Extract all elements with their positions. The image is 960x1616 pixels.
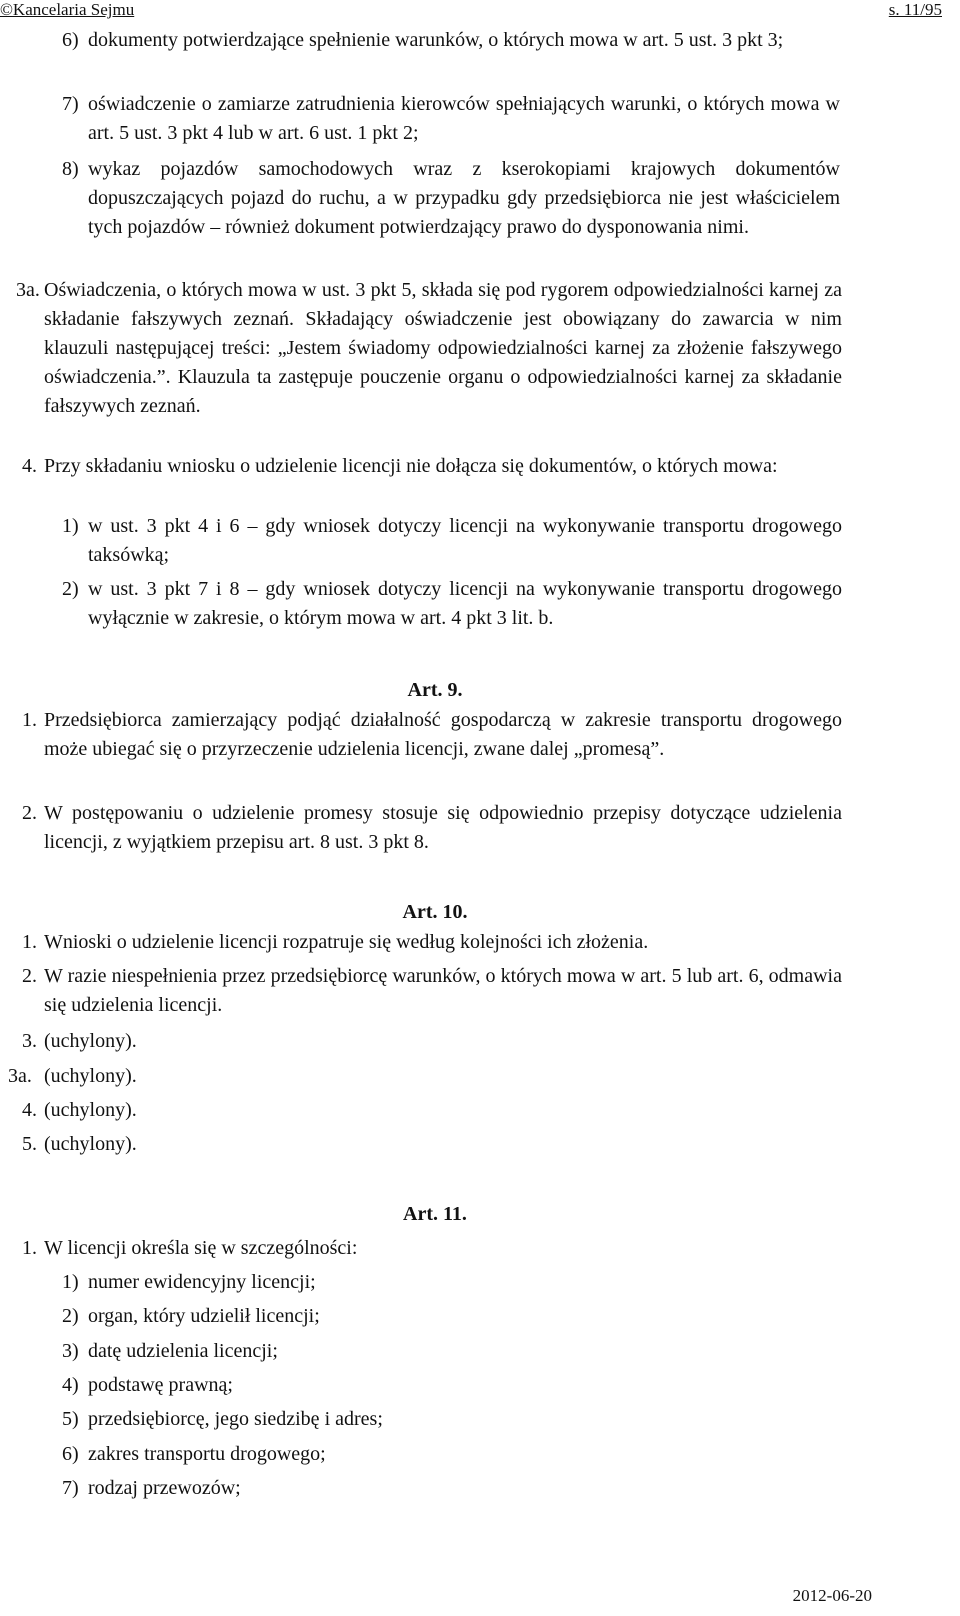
article-paragraph: 3. (uchylony). bbox=[22, 1030, 137, 1052]
list-item: 1) numer ewidencyjny licencji; bbox=[62, 1271, 316, 1293]
article-paragraph: 3a. (uchylony). bbox=[8, 1065, 137, 1087]
list-item: 4) podstawę prawną; bbox=[62, 1374, 233, 1396]
article-title: Art. 10. bbox=[402, 901, 468, 923]
article-paragraph: 4. (uchylony). bbox=[22, 1099, 137, 1121]
article-paragraph: 1. Wnioski o udzielenie licencji rozpatruje się według kolejności ich złożenia. bbox=[22, 931, 649, 953]
list-item: 7) rodzaj przewozów; bbox=[62, 1477, 241, 1499]
article-title: Art. 9. bbox=[407, 679, 463, 701]
list-item: 5) przedsiębiorcę, jego siedzibę i adres; bbox=[62, 1408, 383, 1430]
footer-date: 2012-06-20 bbox=[792, 1586, 872, 1605]
article-paragraph: 2. W postępowaniu o udzielenie promesy stosuje się odpowiednio przepisy dotyczące udzielenia licencji, z wyjątkiem przepisu art. 8 ust. 3 pkt 8. bbox=[22, 802, 842, 853]
list-item: 6) zakres transportu drogowego; bbox=[62, 1443, 326, 1465]
list-item: 8) wykaz pojazdów samochodowych wraz z kserokopiami krajowych dokumentów dopuszczających pojazd do ruchu, a w przypadku gdy przedsiębiorca nie jest właścicielem tych pojazdów – również dokument potwierdzający prawo do dysponowania nimi. bbox=[62, 158, 840, 238]
list-item: 6) dokumenty potwierdzające spełnienie warunków, o których mowa w art. 5 ust. 3 pkt 3; bbox=[62, 29, 784, 51]
article-paragraph: 5. (uchylony). bbox=[22, 1133, 137, 1155]
article-title: Art. 11. bbox=[403, 1203, 467, 1225]
paragraph-3a: 3a. Oświadczenia, o których mowa w ust. 3 pkt 5, składa się pod rygorem odpowiedzialności karnej za składanie fałszywych zeznań. Składający oświadczenie jest obowiązany do zawarcia w nim klauzuli następującej treści: „Jestem świadomy odpowiedzialności karnej za złożenie fałszywego oświadczenia.”. Klauzula ta zastępuje pouczenie organu o odpowiedzialności karnej za składanie fałszywych zeznań. bbox=[16, 279, 842, 417]
list-item: 1) w ust. 3 pkt 4 i 6 – gdy wniosek dotyczy licencji na wykonywanie transportu drogowego taksówką; bbox=[62, 515, 842, 566]
list-item: 3) datę udzielenia licencji; bbox=[62, 1340, 278, 1362]
list-item: 2) organ, który udzielił licencji; bbox=[62, 1305, 320, 1327]
article-paragraph: 1. W licencji określa się w szczególności: bbox=[22, 1237, 358, 1259]
list-item: 7) oświadczenie o zamiarze zatrudnienia kierowców spełniających warunki, o których mowa w art. 5 ust. 3 pkt 4 lub w art. 6 ust. 1 pkt 2; bbox=[62, 93, 840, 144]
header-source: ©Kancelaria Sejmu bbox=[0, 0, 135, 19]
article-paragraph: 2. W razie niespełnienia przez przedsiębiorcę warunków, o których mowa w art. 5 lub art. 6, odmawia się udzielenia licencji. bbox=[22, 965, 842, 1016]
list-item: 2) w ust. 3 pkt 7 i 8 – gdy wniosek dotyczy licencji na wykonywanie transportu drogowego wyłącznie w zakresie, o którym mowa w art. 4 pkt 3 lit. b. bbox=[62, 578, 842, 629]
paragraph-4: 4. Przy składaniu wniosku o udzielenie licencji nie dołącza się dokumentów, o których mowa: bbox=[22, 455, 778, 477]
article-paragraph: 1. Przedsiębiorca zamierzający podjąć działalność gospodarczą w zakresie transportu drogowego może ubiegać się o przyrzeczenie udzielenia licencji, zwane dalej „promesą”. bbox=[22, 709, 842, 760]
header-page-number: s. 11/95 bbox=[888, 0, 942, 19]
